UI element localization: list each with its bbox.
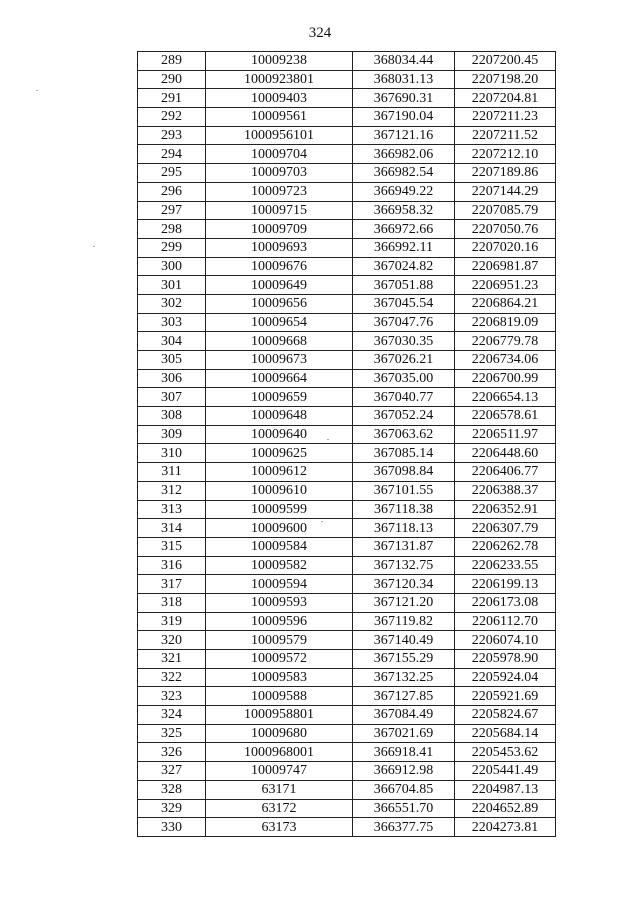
point-id-cell: 63171 [206,780,353,799]
x-coordinate-cell: 366982.06 [353,145,455,164]
table-row [138,463,556,482]
row-index-cell: 328 [138,780,206,799]
table-row [138,687,556,706]
y-coordinate-cell: 2206734.06 [455,351,556,370]
table-row [138,668,556,687]
point-id-cell: 10009673 [206,351,353,370]
row-index-cell: 294 [138,145,206,164]
point-id-cell: 10009612 [206,463,353,482]
point-id-cell: 10009649 [206,276,353,295]
table-row [138,108,556,127]
y-coordinate-cell: 2207144.29 [455,182,556,201]
y-coordinate-cell: 2205453.62 [455,743,556,762]
row-index-cell: 290 [138,70,206,89]
point-id-cell: 10009676 [206,257,353,276]
x-coordinate-cell: 367030.35 [353,332,455,351]
table-row [138,575,556,594]
point-id-cell: 1000968001 [206,743,353,762]
table-row [138,257,556,276]
x-coordinate-cell: 367140.49 [353,631,455,650]
row-index-cell: 318 [138,593,206,612]
point-id-cell: 63172 [206,799,353,818]
x-coordinate-cell: 366958.32 [353,201,455,220]
point-id-cell: 10009680 [206,724,353,743]
x-coordinate-cell: 367024.82 [353,257,455,276]
table-row [138,780,556,799]
table-row [138,425,556,444]
row-index-cell: 313 [138,500,206,519]
table-row [138,164,556,183]
scan-speck [321,521,323,522]
table-row [138,238,556,257]
y-coordinate-cell: 2204987.13 [455,780,556,799]
point-id-cell: 10009610 [206,481,353,500]
y-coordinate-cell: 2206951.23 [455,276,556,295]
row-index-cell: 301 [138,276,206,295]
row-index-cell: 298 [138,220,206,239]
point-id-cell: 1000958801 [206,706,353,725]
y-coordinate-cell: 2205824.67 [455,706,556,725]
point-id-cell: 10009703 [206,164,353,183]
row-index-cell: 302 [138,294,206,313]
point-id-cell: 10009593 [206,593,353,612]
point-id-cell: 10009723 [206,182,353,201]
table-row [138,706,556,725]
y-coordinate-cell: 2206199.13 [455,575,556,594]
table-row [138,220,556,239]
coordinates-table [137,51,556,837]
x-coordinate-cell: 367040.77 [353,388,455,407]
point-id-cell: 10009599 [206,500,353,519]
x-coordinate-cell: 367084.49 [353,706,455,725]
row-index-cell: 312 [138,481,206,500]
table-row [138,70,556,89]
x-coordinate-cell: 366972.66 [353,220,455,239]
x-coordinate-cell: 367155.29 [353,650,455,669]
x-coordinate-cell: 366918.41 [353,743,455,762]
y-coordinate-cell: 2205921.69 [455,687,556,706]
point-id-cell: 1000956101 [206,126,353,145]
point-id-cell: 10009582 [206,556,353,575]
row-index-cell: 309 [138,425,206,444]
x-coordinate-cell: 367121.16 [353,126,455,145]
row-index-cell: 325 [138,724,206,743]
table-row [138,388,556,407]
y-coordinate-cell: 2207211.52 [455,126,556,145]
row-index-cell: 295 [138,164,206,183]
row-index-cell: 323 [138,687,206,706]
table-row [138,52,556,71]
x-coordinate-cell: 366704.85 [353,780,455,799]
y-coordinate-cell: 2206511.97 [455,425,556,444]
x-coordinate-cell: 367127.85 [353,687,455,706]
x-coordinate-cell: 367190.04 [353,108,455,127]
table-row [138,332,556,351]
x-coordinate-cell: 366949.22 [353,182,455,201]
scan-speck [327,439,329,440]
x-coordinate-cell: 367690.31 [353,89,455,108]
x-coordinate-cell: 367047.76 [353,313,455,332]
x-coordinate-cell: 367063.62 [353,425,455,444]
x-coordinate-cell: 366377.75 [353,818,455,837]
x-coordinate-cell: 367052.24 [353,407,455,426]
row-index-cell: 321 [138,650,206,669]
point-id-cell: 10009579 [206,631,353,650]
table-row [138,724,556,743]
y-coordinate-cell: 2206578.61 [455,407,556,426]
y-coordinate-cell: 2207020.16 [455,238,556,257]
point-id-cell: 10009403 [206,89,353,108]
y-coordinate-cell: 2206819.09 [455,313,556,332]
table-row [138,556,556,575]
x-coordinate-cell: 367045.54 [353,294,455,313]
y-coordinate-cell: 2206074.10 [455,631,556,650]
point-id-cell: 10009654 [206,313,353,332]
y-coordinate-cell: 2207200.45 [455,52,556,71]
y-coordinate-cell: 2206262.78 [455,537,556,556]
table-row [138,481,556,500]
y-coordinate-cell: 2205924.04 [455,668,556,687]
x-coordinate-cell: 368031.13 [353,70,455,89]
point-id-cell: 10009596 [206,612,353,631]
x-coordinate-cell: 366982.54 [353,164,455,183]
x-coordinate-cell: 367132.25 [353,668,455,687]
table-row [138,743,556,762]
point-id-cell: 10009625 [206,444,353,463]
x-coordinate-cell: 367026.21 [353,351,455,370]
x-coordinate-cell: 367121.20 [353,593,455,612]
x-coordinate-cell: 367051.88 [353,276,455,295]
y-coordinate-cell: 2204652.89 [455,799,556,818]
row-index-cell: 327 [138,762,206,781]
x-coordinate-cell: 367035.00 [353,369,455,388]
point-id-cell: 10009561 [206,108,353,127]
table-row [138,537,556,556]
row-index-cell: 317 [138,575,206,594]
y-coordinate-cell: 2207204.81 [455,89,556,108]
point-id-cell: 10009572 [206,650,353,669]
row-index-cell: 292 [138,108,206,127]
table-row [138,313,556,332]
x-coordinate-cell: 367120.34 [353,575,455,594]
table-row [138,89,556,108]
row-index-cell: 322 [138,668,206,687]
point-id-cell: 10009583 [206,668,353,687]
point-id-cell: 10009659 [206,388,353,407]
row-index-cell: 297 [138,201,206,220]
table-row [138,182,556,201]
y-coordinate-cell: 2206307.79 [455,519,556,538]
x-coordinate-cell: 367098.84 [353,463,455,482]
scan-speck [93,246,95,247]
y-coordinate-cell: 2207212.10 [455,145,556,164]
row-index-cell: 303 [138,313,206,332]
x-coordinate-cell: 366992.11 [353,238,455,257]
table-row [138,369,556,388]
x-coordinate-cell: 366912.98 [353,762,455,781]
x-coordinate-cell: 367021.69 [353,724,455,743]
row-index-cell: 324 [138,706,206,725]
row-index-cell: 326 [138,743,206,762]
point-id-cell: 10009656 [206,294,353,313]
table-row [138,276,556,295]
y-coordinate-cell: 2207211.23 [455,108,556,127]
y-coordinate-cell: 2206981.87 [455,257,556,276]
row-index-cell: 305 [138,351,206,370]
x-coordinate-cell: 367118.38 [353,500,455,519]
table-row [138,126,556,145]
row-index-cell: 330 [138,818,206,837]
y-coordinate-cell: 2207198.20 [455,70,556,89]
point-id-cell: 10009715 [206,201,353,220]
y-coordinate-cell: 2207189.86 [455,164,556,183]
point-id-cell: 10009584 [206,537,353,556]
x-coordinate-cell: 367132.75 [353,556,455,575]
row-index-cell: 311 [138,463,206,482]
x-coordinate-cell: 367131.87 [353,537,455,556]
point-id-cell: 10009648 [206,407,353,426]
table-row [138,650,556,669]
y-coordinate-cell: 2206700.99 [455,369,556,388]
row-index-cell: 293 [138,126,206,145]
table-row [138,201,556,220]
y-coordinate-cell: 2206233.55 [455,556,556,575]
table-row [138,145,556,164]
row-index-cell: 291 [138,89,206,108]
row-index-cell: 319 [138,612,206,631]
y-coordinate-cell: 2206654.13 [455,388,556,407]
y-coordinate-cell: 2207050.76 [455,220,556,239]
point-id-cell: 10009693 [206,238,353,257]
row-index-cell: 289 [138,52,206,71]
table-row [138,407,556,426]
table-row [138,294,556,313]
y-coordinate-cell: 2206388.37 [455,481,556,500]
y-coordinate-cell: 2206779.78 [455,332,556,351]
y-coordinate-cell: 2206406.77 [455,463,556,482]
row-index-cell: 299 [138,238,206,257]
point-id-cell: 10009704 [206,145,353,164]
point-id-cell: 10009640 [206,425,353,444]
row-index-cell: 315 [138,537,206,556]
row-index-cell: 306 [138,369,206,388]
y-coordinate-cell: 2205978.90 [455,650,556,669]
table-row [138,762,556,781]
point-id-cell: 10009238 [206,52,353,71]
page-number: 324 [308,25,332,41]
point-id-cell: 63173 [206,818,353,837]
x-coordinate-cell: 367118.13 [353,519,455,538]
x-coordinate-cell: 367101.55 [353,481,455,500]
y-coordinate-cell: 2206112.70 [455,612,556,631]
row-index-cell: 310 [138,444,206,463]
point-id-cell: 10009600 [206,519,353,538]
y-coordinate-cell: 2207085.79 [455,201,556,220]
table-row [138,519,556,538]
point-id-cell: 10009664 [206,369,353,388]
y-coordinate-cell: 2206864.21 [455,294,556,313]
table-row [138,818,556,837]
y-coordinate-cell: 2204273.81 [455,818,556,837]
point-id-cell: 10009594 [206,575,353,594]
y-coordinate-cell: 2206448.60 [455,444,556,463]
point-id-cell: 10009747 [206,762,353,781]
table-row [138,444,556,463]
row-index-cell: 304 [138,332,206,351]
row-index-cell: 300 [138,257,206,276]
row-index-cell: 329 [138,799,206,818]
row-index-cell: 320 [138,631,206,650]
point-id-cell: 1000923801 [206,70,353,89]
table-row [138,500,556,519]
table-row [138,351,556,370]
y-coordinate-cell: 2205441.49 [455,762,556,781]
y-coordinate-cell: 2206173.08 [455,593,556,612]
point-id-cell: 10009588 [206,687,353,706]
x-coordinate-cell: 368034.44 [353,52,455,71]
coordinates-table-body [138,52,556,837]
row-index-cell: 296 [138,182,206,201]
table-row [138,593,556,612]
point-id-cell: 10009668 [206,332,353,351]
table-row [138,612,556,631]
row-index-cell: 308 [138,407,206,426]
x-coordinate-cell: 366551.70 [353,799,455,818]
table-row [138,799,556,818]
y-coordinate-cell: 2206352.91 [455,500,556,519]
y-coordinate-cell: 2205684.14 [455,724,556,743]
point-id-cell: 10009709 [206,220,353,239]
x-coordinate-cell: 367119.82 [353,612,455,631]
row-index-cell: 314 [138,519,206,538]
table-row [138,631,556,650]
scan-speck [36,90,38,91]
row-index-cell: 316 [138,556,206,575]
row-index-cell: 307 [138,388,206,407]
x-coordinate-cell: 367085.14 [353,444,455,463]
